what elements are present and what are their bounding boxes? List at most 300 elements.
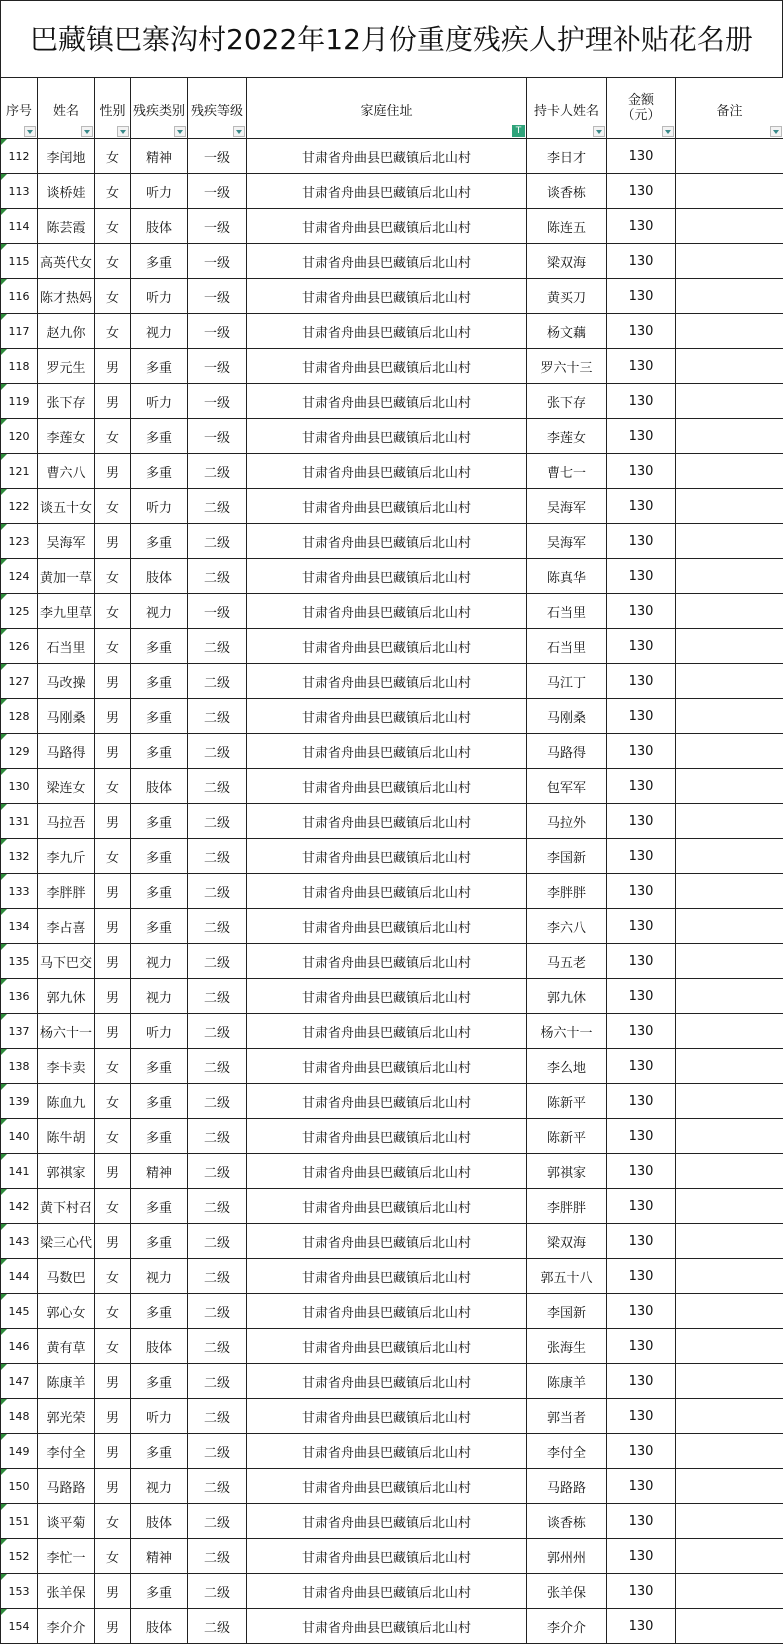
- cell-seq[interactable]: 141: [1, 1154, 38, 1189]
- cell-category[interactable]: 听力: [131, 1399, 188, 1434]
- cell-category[interactable]: 多重: [131, 419, 188, 454]
- cell-seq[interactable]: 153: [1, 1574, 38, 1609]
- cell-gender[interactable]: 男: [95, 1014, 131, 1049]
- cell-note[interactable]: [676, 454, 783, 489]
- cell-note[interactable]: [676, 769, 783, 804]
- cell-cardholder[interactable]: 李介介: [527, 1609, 607, 1644]
- cell-note[interactable]: [676, 279, 783, 314]
- cell-seq[interactable]: 152: [1, 1539, 38, 1574]
- cell-level[interactable]: 二级: [188, 629, 247, 664]
- cell-note[interactable]: [676, 1364, 783, 1399]
- cell-cardholder[interactable]: 张海生: [527, 1329, 607, 1364]
- cell-seq[interactable]: 123: [1, 524, 38, 559]
- cell-cardholder[interactable]: 李国新: [527, 839, 607, 874]
- cell-cardholder[interactable]: 马刚桑: [527, 699, 607, 734]
- cell-category[interactable]: 精神: [131, 139, 188, 174]
- cell-amount[interactable]: 130: [607, 1154, 676, 1189]
- cell-level[interactable]: 一级: [188, 279, 247, 314]
- cell-level[interactable]: 一级: [188, 594, 247, 629]
- cell-address[interactable]: 甘肃省舟曲县巴藏镇后北山村: [247, 944, 527, 979]
- cell-note[interactable]: [676, 349, 783, 384]
- cell-gender[interactable]: 男: [95, 979, 131, 1014]
- cell-name[interactable]: 李九斤: [38, 839, 95, 874]
- cell-cardholder[interactable]: 陈连五: [527, 209, 607, 244]
- cell-amount[interactable]: 130: [607, 1119, 676, 1154]
- cell-seq[interactable]: 128: [1, 699, 38, 734]
- cell-category[interactable]: 多重: [131, 1434, 188, 1469]
- cell-name[interactable]: 梁连女: [38, 769, 95, 804]
- cell-category[interactable]: 听力: [131, 174, 188, 209]
- cell-amount[interactable]: 130: [607, 1434, 676, 1469]
- cell-amount[interactable]: 130: [607, 1539, 676, 1574]
- cell-amount[interactable]: 130: [607, 1084, 676, 1119]
- cell-amount[interactable]: 130: [607, 244, 676, 279]
- cell-seq[interactable]: 136: [1, 979, 38, 1014]
- cell-note[interactable]: [676, 1259, 783, 1294]
- cell-level[interactable]: 二级: [188, 1189, 247, 1224]
- cell-category[interactable]: 多重: [131, 1084, 188, 1119]
- cell-amount[interactable]: 130: [607, 1014, 676, 1049]
- cell-cardholder[interactable]: 罗六十三: [527, 349, 607, 384]
- cell-address[interactable]: 甘肃省舟曲县巴藏镇后北山村: [247, 629, 527, 664]
- cell-seq[interactable]: 122: [1, 489, 38, 524]
- cell-gender[interactable]: 男: [95, 944, 131, 979]
- cell-level[interactable]: 二级: [188, 1609, 247, 1644]
- cell-address[interactable]: 甘肃省舟曲县巴藏镇后北山村: [247, 489, 527, 524]
- cell-cardholder[interactable]: 张羊保: [527, 1574, 607, 1609]
- cell-name[interactable]: 吴海军: [38, 524, 95, 559]
- cell-address[interactable]: 甘肃省舟曲县巴藏镇后北山村: [247, 384, 527, 419]
- cell-gender[interactable]: 男: [95, 1574, 131, 1609]
- cell-seq[interactable]: 129: [1, 734, 38, 769]
- cell-name[interactable]: 陈牛胡: [38, 1119, 95, 1154]
- cell-category[interactable]: 多重: [131, 454, 188, 489]
- cell-cardholder[interactable]: 陈新平: [527, 1084, 607, 1119]
- cell-seq[interactable]: 133: [1, 874, 38, 909]
- cell-note[interactable]: [676, 909, 783, 944]
- cell-note[interactable]: [676, 489, 783, 524]
- cell-level[interactable]: 二级: [188, 1259, 247, 1294]
- cell-name[interactable]: 杨六十一: [38, 1014, 95, 1049]
- cell-category[interactable]: 多重: [131, 664, 188, 699]
- cell-name[interactable]: 张下存: [38, 384, 95, 419]
- cell-address[interactable]: 甘肃省舟曲县巴藏镇后北山村: [247, 1574, 527, 1609]
- cell-cardholder[interactable]: 郭五十八: [527, 1259, 607, 1294]
- cell-cardholder[interactable]: 马拉外: [527, 804, 607, 839]
- cell-note[interactable]: [676, 384, 783, 419]
- cell-seq[interactable]: 150: [1, 1469, 38, 1504]
- cell-name[interactable]: 马下巴交: [38, 944, 95, 979]
- cell-cardholder[interactable]: 李胖胖: [527, 874, 607, 909]
- cell-address[interactable]: 甘肃省舟曲县巴藏镇后北山村: [247, 314, 527, 349]
- cell-gender[interactable]: 女: [95, 1329, 131, 1364]
- cell-address[interactable]: 甘肃省舟曲县巴藏镇后北山村: [247, 594, 527, 629]
- cell-gender[interactable]: 女: [95, 139, 131, 174]
- cell-cardholder[interactable]: 梁双海: [527, 244, 607, 279]
- cell-seq[interactable]: 124: [1, 559, 38, 594]
- cell-name[interactable]: 陈才热妈: [38, 279, 95, 314]
- filter-dropdown-icon[interactable]: [662, 126, 674, 137]
- cell-gender[interactable]: 女: [95, 559, 131, 594]
- cell-seq[interactable]: 119: [1, 384, 38, 419]
- cell-address[interactable]: 甘肃省舟曲县巴藏镇后北山村: [247, 874, 527, 909]
- cell-gender[interactable]: 男: [95, 1469, 131, 1504]
- cell-note[interactable]: [676, 944, 783, 979]
- cell-level[interactable]: 一级: [188, 139, 247, 174]
- cell-name[interactable]: 马改操: [38, 664, 95, 699]
- cell-gender[interactable]: 女: [95, 1504, 131, 1539]
- cell-cardholder[interactable]: 张下存: [527, 384, 607, 419]
- cell-name[interactable]: 李胖胖: [38, 874, 95, 909]
- cell-category[interactable]: 肢体: [131, 1504, 188, 1539]
- cell-cardholder[interactable]: 杨文藕: [527, 314, 607, 349]
- cell-gender[interactable]: 男: [95, 454, 131, 489]
- cell-cardholder[interactable]: 陈新平: [527, 1119, 607, 1154]
- cell-level[interactable]: 二级: [188, 454, 247, 489]
- cell-note[interactable]: [676, 1329, 783, 1364]
- cell-seq[interactable]: 113: [1, 174, 38, 209]
- cell-category[interactable]: 听力: [131, 384, 188, 419]
- cell-seq[interactable]: 147: [1, 1364, 38, 1399]
- cell-gender[interactable]: 男: [95, 1399, 131, 1434]
- cell-amount[interactable]: 130: [607, 1224, 676, 1259]
- cell-category[interactable]: 多重: [131, 839, 188, 874]
- cell-cardholder[interactable]: 李国新: [527, 1294, 607, 1329]
- cell-note[interactable]: [676, 594, 783, 629]
- cell-seq[interactable]: 115: [1, 244, 38, 279]
- cell-name[interactable]: 李介介: [38, 1609, 95, 1644]
- cell-seq[interactable]: 116: [1, 279, 38, 314]
- cell-note[interactable]: [676, 1224, 783, 1259]
- cell-amount[interactable]: 130: [607, 769, 676, 804]
- cell-note[interactable]: [676, 1049, 783, 1084]
- cell-name[interactable]: 郭心女: [38, 1294, 95, 1329]
- cell-amount[interactable]: 130: [607, 1504, 676, 1539]
- cell-amount[interactable]: 130: [607, 1189, 676, 1224]
- cell-address[interactable]: 甘肃省舟曲县巴藏镇后北山村: [247, 699, 527, 734]
- cell-name[interactable]: 黄有草: [38, 1329, 95, 1364]
- cell-level[interactable]: 一级: [188, 244, 247, 279]
- cell-address[interactable]: 甘肃省舟曲县巴藏镇后北山村: [247, 1609, 527, 1644]
- cell-name[interactable]: 梁三心代: [38, 1224, 95, 1259]
- cell-name[interactable]: 高英代女: [38, 244, 95, 279]
- cell-level[interactable]: 二级: [188, 489, 247, 524]
- cell-address[interactable]: 甘肃省舟曲县巴藏镇后北山村: [247, 1049, 527, 1084]
- cell-note[interactable]: [676, 1119, 783, 1154]
- cell-gender[interactable]: 女: [95, 1294, 131, 1329]
- cell-address[interactable]: 甘肃省舟曲县巴藏镇后北山村: [247, 349, 527, 384]
- cell-address[interactable]: 甘肃省舟曲县巴藏镇后北山村: [247, 839, 527, 874]
- filter-dropdown-icon[interactable]: [81, 126, 93, 137]
- filter-dropdown-icon[interactable]: [233, 126, 245, 137]
- cell-gender[interactable]: 男: [95, 909, 131, 944]
- cell-level[interactable]: 二级: [188, 979, 247, 1014]
- cell-category[interactable]: 多重: [131, 629, 188, 664]
- cell-address[interactable]: 甘肃省舟曲县巴藏镇后北山村: [247, 1119, 527, 1154]
- cell-level[interactable]: 二级: [188, 1224, 247, 1259]
- cell-level[interactable]: 二级: [188, 664, 247, 699]
- cell-level[interactable]: 一级: [188, 349, 247, 384]
- cell-level[interactable]: 二级: [188, 944, 247, 979]
- cell-cardholder[interactable]: 陈康羊: [527, 1364, 607, 1399]
- cell-address[interactable]: 甘肃省舟曲县巴藏镇后北山村: [247, 1154, 527, 1189]
- cell-amount[interactable]: 130: [607, 279, 676, 314]
- cell-amount[interactable]: 130: [607, 559, 676, 594]
- cell-category[interactable]: 精神: [131, 1154, 188, 1189]
- cell-address[interactable]: 甘肃省舟曲县巴藏镇后北山村: [247, 1294, 527, 1329]
- cell-cardholder[interactable]: 李胖胖: [527, 1189, 607, 1224]
- cell-gender[interactable]: 女: [95, 209, 131, 244]
- cell-address[interactable]: 甘肃省舟曲县巴藏镇后北山村: [247, 979, 527, 1014]
- cell-address[interactable]: 甘肃省舟曲县巴藏镇后北山村: [247, 1014, 527, 1049]
- cell-seq[interactable]: 117: [1, 314, 38, 349]
- cell-amount[interactable]: 130: [607, 1259, 676, 1294]
- cell-category[interactable]: 精神: [131, 1539, 188, 1574]
- cell-name[interactable]: 马路路: [38, 1469, 95, 1504]
- cell-amount[interactable]: 130: [607, 524, 676, 559]
- cell-address[interactable]: 甘肃省舟曲县巴藏镇后北山村: [247, 279, 527, 314]
- cell-note[interactable]: [676, 139, 783, 174]
- cell-note[interactable]: [676, 699, 783, 734]
- cell-cardholder[interactable]: 郭九休: [527, 979, 607, 1014]
- cell-gender[interactable]: 男: [95, 1434, 131, 1469]
- cell-note[interactable]: [676, 559, 783, 594]
- cell-cardholder[interactable]: 马路得: [527, 734, 607, 769]
- cell-amount[interactable]: 130: [607, 944, 676, 979]
- cell-name[interactable]: 赵九你: [38, 314, 95, 349]
- cell-name[interactable]: 谈桥娃: [38, 174, 95, 209]
- cell-seq[interactable]: 138: [1, 1049, 38, 1084]
- cell-category[interactable]: 肢体: [131, 1329, 188, 1364]
- cell-note[interactable]: [676, 629, 783, 664]
- cell-gender[interactable]: 男: [95, 699, 131, 734]
- cell-name[interactable]: 李占喜: [38, 909, 95, 944]
- cell-address[interactable]: 甘肃省舟曲县巴藏镇后北山村: [247, 524, 527, 559]
- cell-seq[interactable]: 130: [1, 769, 38, 804]
- cell-level[interactable]: 一级: [188, 314, 247, 349]
- cell-level[interactable]: 二级: [188, 839, 247, 874]
- cell-seq[interactable]: 140: [1, 1119, 38, 1154]
- cell-gender[interactable]: 男: [95, 1224, 131, 1259]
- cell-cardholder[interactable]: 李付全: [527, 1434, 607, 1469]
- cell-address[interactable]: 甘肃省舟曲县巴藏镇后北山村: [247, 139, 527, 174]
- cell-cardholder[interactable]: 黄买刀: [527, 279, 607, 314]
- cell-seq[interactable]: 127: [1, 664, 38, 699]
- cell-gender[interactable]: 女: [95, 769, 131, 804]
- cell-gender[interactable]: 男: [95, 874, 131, 909]
- cell-address[interactable]: 甘肃省舟曲县巴藏镇后北山村: [247, 664, 527, 699]
- cell-address[interactable]: 甘肃省舟曲县巴藏镇后北山村: [247, 1224, 527, 1259]
- cell-name[interactable]: 马路得: [38, 734, 95, 769]
- cell-amount[interactable]: 130: [607, 1329, 676, 1364]
- cell-level[interactable]: 二级: [188, 874, 247, 909]
- cell-note[interactable]: [676, 244, 783, 279]
- cell-gender[interactable]: 女: [95, 839, 131, 874]
- cell-cardholder[interactable]: 李莲女: [527, 419, 607, 454]
- cell-cardholder[interactable]: 李么地: [527, 1049, 607, 1084]
- cell-note[interactable]: [676, 524, 783, 559]
- cell-level[interactable]: 二级: [188, 1434, 247, 1469]
- cell-address[interactable]: 甘肃省舟曲县巴藏镇后北山村: [247, 419, 527, 454]
- cell-note[interactable]: [676, 1504, 783, 1539]
- cell-level[interactable]: 二级: [188, 699, 247, 734]
- cell-gender[interactable]: 男: [95, 804, 131, 839]
- cell-address[interactable]: 甘肃省舟曲县巴藏镇后北山村: [247, 804, 527, 839]
- cell-category[interactable]: 听力: [131, 1014, 188, 1049]
- cell-note[interactable]: [676, 1469, 783, 1504]
- cell-cardholder[interactable]: 石当里: [527, 629, 607, 664]
- cell-seq[interactable]: 118: [1, 349, 38, 384]
- cell-category[interactable]: 多重: [131, 349, 188, 384]
- cell-note[interactable]: [676, 209, 783, 244]
- cell-name[interactable]: 马拉吾: [38, 804, 95, 839]
- cell-category[interactable]: 视力: [131, 594, 188, 629]
- cell-note[interactable]: [676, 1399, 783, 1434]
- cell-note[interactable]: [676, 1539, 783, 1574]
- cell-seq[interactable]: 142: [1, 1189, 38, 1224]
- cell-name[interactable]: 谈平菊: [38, 1504, 95, 1539]
- cell-seq[interactable]: 154: [1, 1609, 38, 1644]
- cell-level[interactable]: 二级: [188, 1014, 247, 1049]
- cell-amount[interactable]: 130: [607, 594, 676, 629]
- cell-cardholder[interactable]: 李六八: [527, 909, 607, 944]
- cell-name[interactable]: 陈血九: [38, 1084, 95, 1119]
- cell-amount[interactable]: 130: [607, 629, 676, 664]
- cell-name[interactable]: 黄加一草: [38, 559, 95, 594]
- cell-cardholder[interactable]: 马江丁: [527, 664, 607, 699]
- filter-dropdown-icon[interactable]: [117, 126, 129, 137]
- cell-amount[interactable]: 130: [607, 839, 676, 874]
- cell-amount[interactable]: 130: [607, 734, 676, 769]
- cell-category[interactable]: 视力: [131, 944, 188, 979]
- cell-amount[interactable]: 130: [607, 909, 676, 944]
- cell-gender[interactable]: 男: [95, 1154, 131, 1189]
- cell-address[interactable]: 甘肃省舟曲县巴藏镇后北山村: [247, 1434, 527, 1469]
- cell-level[interactable]: 二级: [188, 1469, 247, 1504]
- cell-address[interactable]: 甘肃省舟曲县巴藏镇后北山村: [247, 559, 527, 594]
- cell-seq[interactable]: 134: [1, 909, 38, 944]
- cell-address[interactable]: 甘肃省舟曲县巴藏镇后北山村: [247, 1539, 527, 1574]
- cell-level[interactable]: 二级: [188, 1154, 247, 1189]
- cell-cardholder[interactable]: 郭州州: [527, 1539, 607, 1574]
- cell-name[interactable]: 马刚桑: [38, 699, 95, 734]
- cell-note[interactable]: [676, 979, 783, 1014]
- cell-note[interactable]: [676, 804, 783, 839]
- cell-note[interactable]: [676, 664, 783, 699]
- cell-category[interactable]: 视力: [131, 1259, 188, 1294]
- cell-name[interactable]: 罗元生: [38, 349, 95, 384]
- cell-gender[interactable]: 女: [95, 1189, 131, 1224]
- cell-address[interactable]: 甘肃省舟曲县巴藏镇后北山村: [247, 1504, 527, 1539]
- cell-note[interactable]: [676, 1294, 783, 1329]
- cell-seq[interactable]: 112: [1, 139, 38, 174]
- cell-note[interactable]: [676, 1189, 783, 1224]
- cell-category[interactable]: 视力: [131, 314, 188, 349]
- cell-gender[interactable]: 男: [95, 664, 131, 699]
- cell-name[interactable]: 张羊保: [38, 1574, 95, 1609]
- cell-name[interactable]: 郭光荣: [38, 1399, 95, 1434]
- cell-address[interactable]: 甘肃省舟曲县巴藏镇后北山村: [247, 1364, 527, 1399]
- cell-cardholder[interactable]: 包军军: [527, 769, 607, 804]
- cell-seq[interactable]: 114: [1, 209, 38, 244]
- cell-seq[interactable]: 132: [1, 839, 38, 874]
- cell-category[interactable]: 多重: [131, 734, 188, 769]
- cell-gender[interactable]: 男: [95, 1609, 131, 1644]
- filter-dropdown-icon[interactable]: [24, 126, 36, 137]
- cell-category[interactable]: 多重: [131, 874, 188, 909]
- cell-level[interactable]: 二级: [188, 1574, 247, 1609]
- cell-level[interactable]: 一级: [188, 384, 247, 419]
- cell-category[interactable]: 多重: [131, 804, 188, 839]
- cell-amount[interactable]: 130: [607, 1399, 676, 1434]
- cell-note[interactable]: [676, 1154, 783, 1189]
- cell-amount[interactable]: 130: [607, 209, 676, 244]
- cell-address[interactable]: 甘肃省舟曲县巴藏镇后北山村: [247, 769, 527, 804]
- cell-category[interactable]: 多重: [131, 1294, 188, 1329]
- cell-name[interactable]: 马数巴: [38, 1259, 95, 1294]
- cell-cardholder[interactable]: 马路路: [527, 1469, 607, 1504]
- cell-gender[interactable]: 女: [95, 1259, 131, 1294]
- cell-gender[interactable]: 女: [95, 1084, 131, 1119]
- cell-seq[interactable]: 144: [1, 1259, 38, 1294]
- cell-amount[interactable]: 130: [607, 1294, 676, 1329]
- cell-category[interactable]: 多重: [131, 1049, 188, 1084]
- cell-name[interactable]: 黄下村召: [38, 1189, 95, 1224]
- cell-name[interactable]: 李九里草: [38, 594, 95, 629]
- cell-gender[interactable]: 女: [95, 629, 131, 664]
- cell-category[interactable]: 多重: [131, 524, 188, 559]
- cell-level[interactable]: 一级: [188, 174, 247, 209]
- cell-amount[interactable]: 130: [607, 489, 676, 524]
- cell-cardholder[interactable]: 石当里: [527, 594, 607, 629]
- active-filter-icon[interactable]: T: [512, 125, 525, 137]
- cell-seq[interactable]: 145: [1, 1294, 38, 1329]
- cell-name[interactable]: 李付全: [38, 1434, 95, 1469]
- cell-note[interactable]: [676, 174, 783, 209]
- cell-name[interactable]: 石当里: [38, 629, 95, 664]
- cell-address[interactable]: 甘肃省舟曲县巴藏镇后北山村: [247, 909, 527, 944]
- cell-address[interactable]: 甘肃省舟曲县巴藏镇后北山村: [247, 1469, 527, 1504]
- cell-amount[interactable]: 130: [607, 419, 676, 454]
- cell-seq[interactable]: 131: [1, 804, 38, 839]
- cell-note[interactable]: [676, 1014, 783, 1049]
- cell-level[interactable]: 二级: [188, 734, 247, 769]
- cell-name[interactable]: 郭祺家: [38, 1154, 95, 1189]
- cell-category[interactable]: 听力: [131, 279, 188, 314]
- cell-cardholder[interactable]: 陈真华: [527, 559, 607, 594]
- cell-category[interactable]: 多重: [131, 1119, 188, 1154]
- cell-note[interactable]: [676, 839, 783, 874]
- cell-level[interactable]: 二级: [188, 1504, 247, 1539]
- cell-seq[interactable]: 146: [1, 1329, 38, 1364]
- cell-cardholder[interactable]: 杨六十一: [527, 1014, 607, 1049]
- cell-gender[interactable]: 女: [95, 594, 131, 629]
- cell-gender[interactable]: 女: [95, 1049, 131, 1084]
- cell-category[interactable]: 多重: [131, 1574, 188, 1609]
- cell-gender[interactable]: 女: [95, 244, 131, 279]
- cell-address[interactable]: 甘肃省舟曲县巴藏镇后北山村: [247, 734, 527, 769]
- cell-cardholder[interactable]: 李日才: [527, 139, 607, 174]
- cell-note[interactable]: [676, 1434, 783, 1469]
- cell-address[interactable]: 甘肃省舟曲县巴藏镇后北山村: [247, 1399, 527, 1434]
- cell-address[interactable]: 甘肃省舟曲县巴藏镇后北山村: [247, 454, 527, 489]
- cell-category[interactable]: 多重: [131, 244, 188, 279]
- cell-category[interactable]: 多重: [131, 699, 188, 734]
- cell-level[interactable]: 一级: [188, 209, 247, 244]
- cell-amount[interactable]: 130: [607, 1364, 676, 1399]
- cell-level[interactable]: 二级: [188, 1294, 247, 1329]
- cell-seq[interactable]: 137: [1, 1014, 38, 1049]
